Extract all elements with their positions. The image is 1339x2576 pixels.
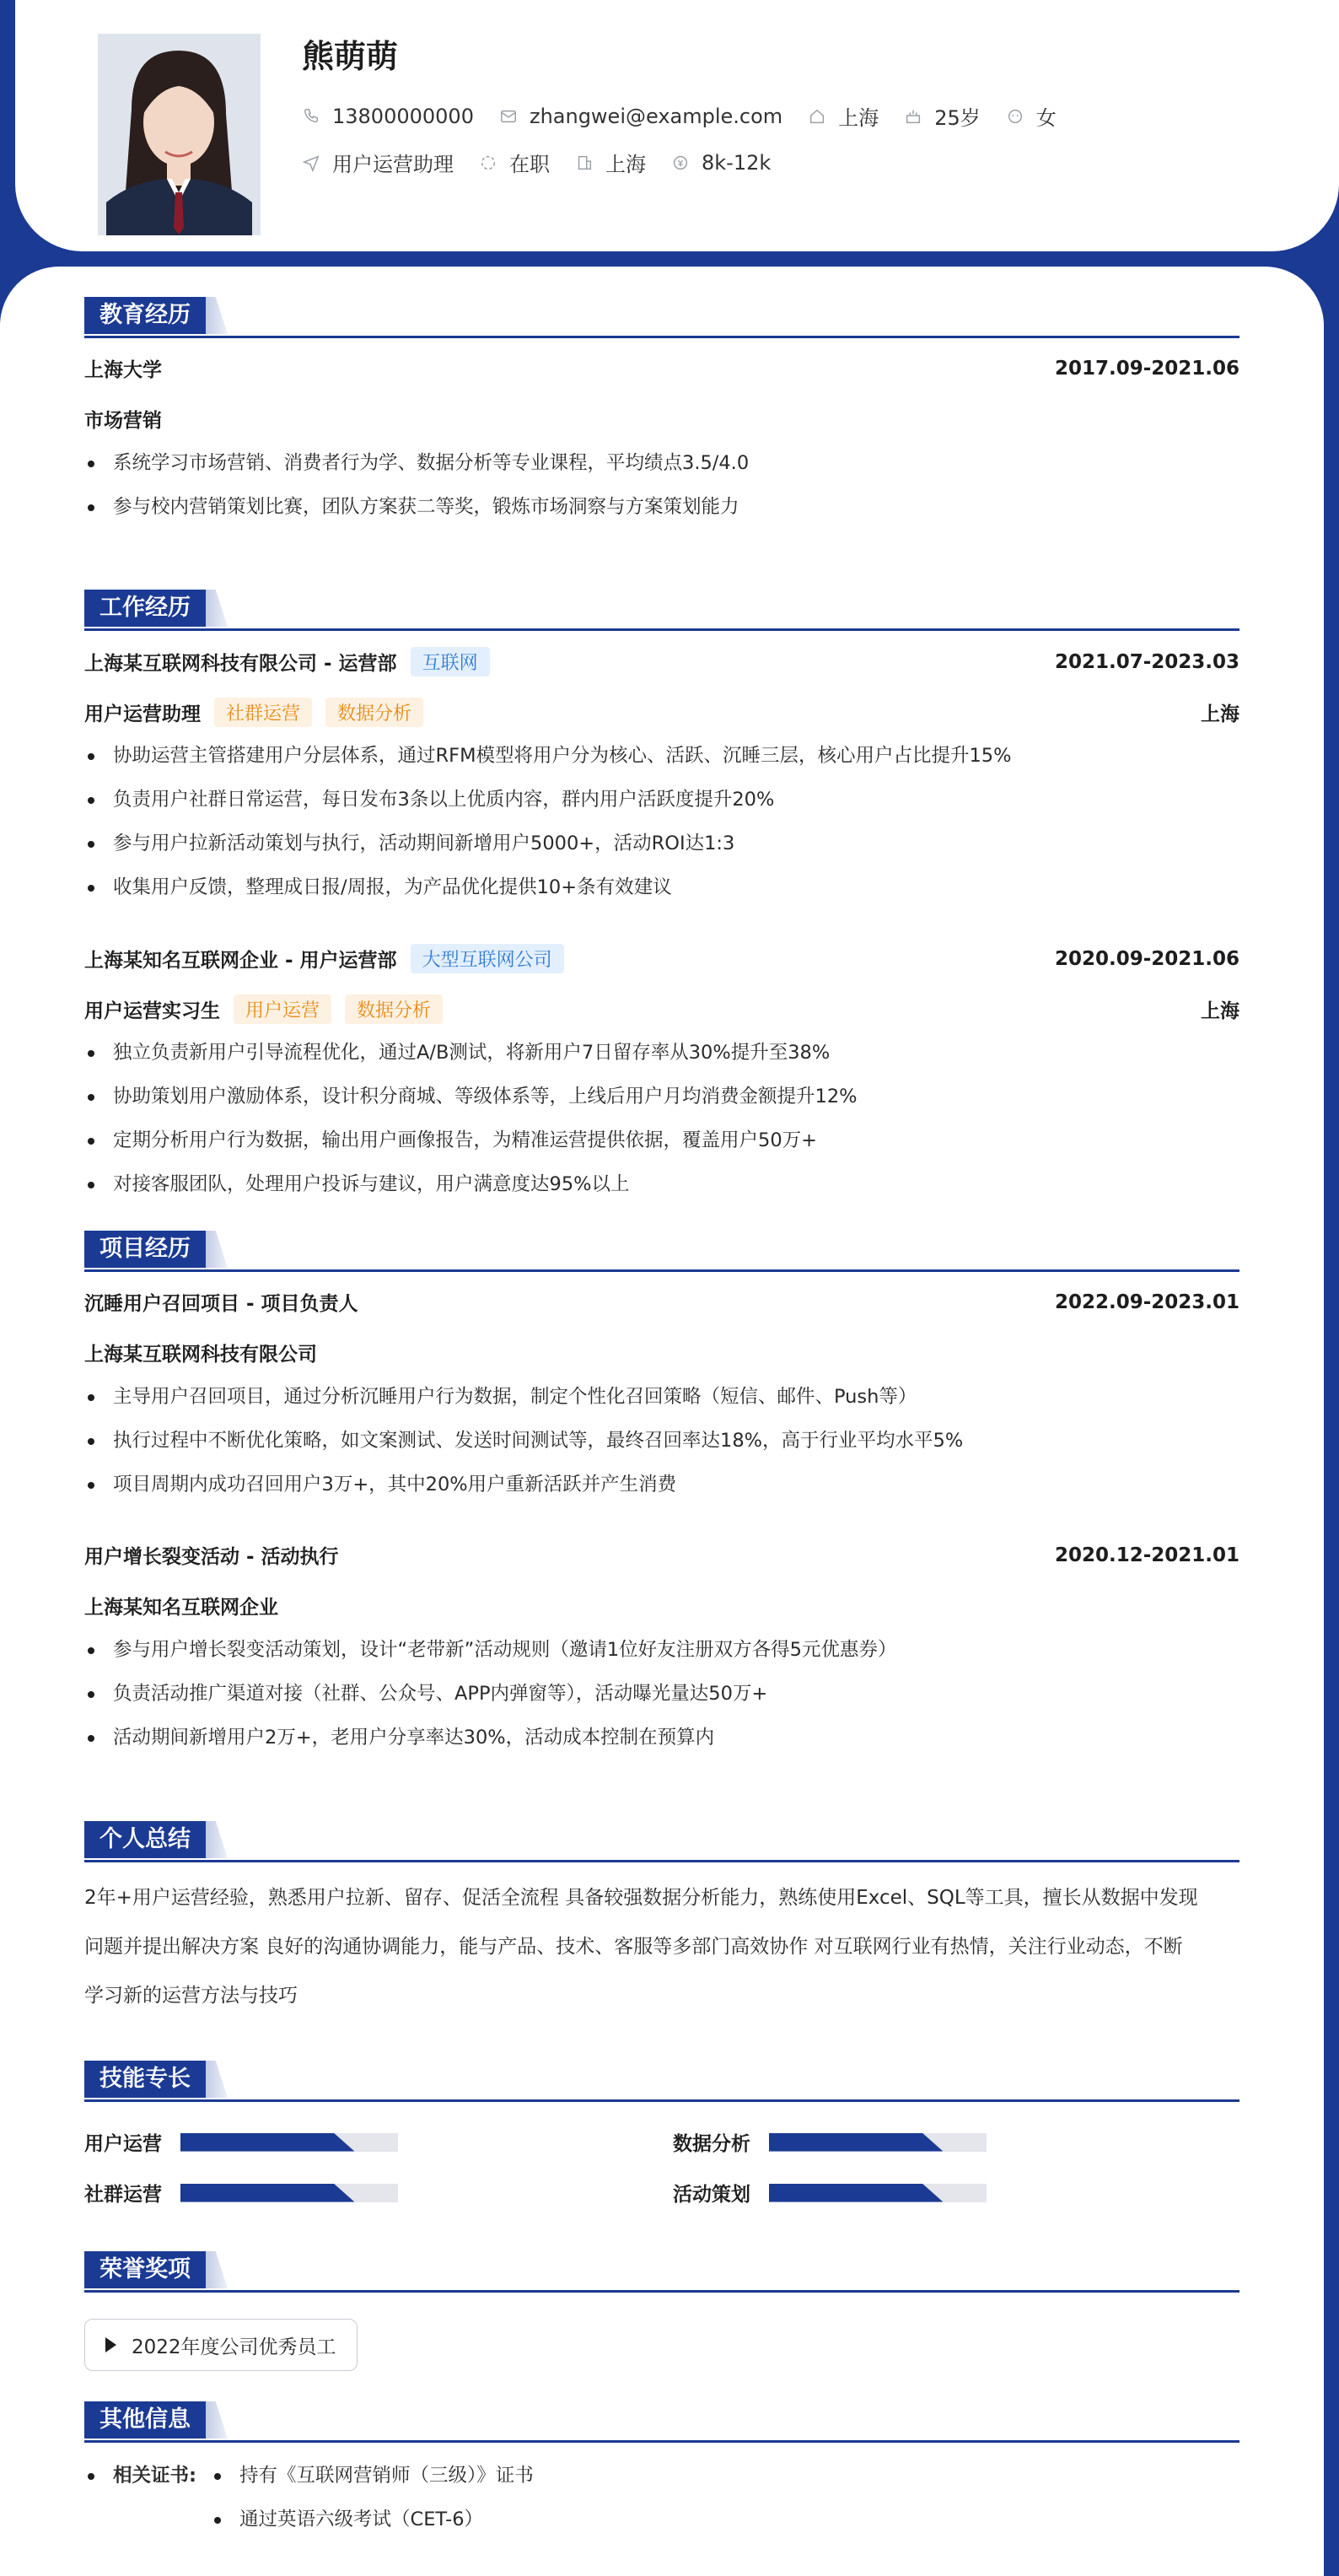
list-item: 主导用户召回项目，通过分析沉睡用户行为数据，制定个性化召回策略（短信、邮件、Push等）: [84, 1375, 963, 1419]
profile-header: [15, 0, 1339, 251]
company-name: 上海某互联网科技有限公司 - 运营部: [84, 653, 397, 675]
major-row: [84, 405, 1240, 433]
job-city: 上海: [1201, 703, 1240, 725]
skill-bar-fill: [180, 2184, 354, 2202]
skill-name: 数据分析: [673, 2133, 750, 2155]
list-item: 参与用户增长裂变活动策划，设计“老带新”活动规则（邀请1位好友注册双方各得5元优惠券）: [84, 1628, 896, 1672]
email-item: [499, 105, 782, 128]
list-item: 协助策划用户激励体系，设计积分商城、等级体系等，上线后用户月均消费金额提升12%: [84, 1075, 858, 1118]
contact-row: [302, 101, 1082, 131]
job-role: 用户运营实习生: [84, 1000, 220, 1022]
project-title: 沉睡用户召回项目 - 项目负责人: [84, 1293, 358, 1315]
salary-item: [671, 151, 771, 175]
summary-text: [84, 1873, 1240, 2020]
skill-bar-fill: [180, 2133, 354, 2152]
cert-label: 相关证书:: [84, 2454, 196, 2498]
skill-bar: [180, 2133, 398, 2152]
job-bullets: [84, 734, 1012, 909]
status-text: 在职: [509, 153, 550, 176]
age-text: 25岁: [934, 106, 981, 130]
building-icon: [575, 154, 594, 172]
education-section: [84, 297, 1240, 518]
project-header: [84, 1541, 1240, 1569]
list-item: 对接客服团队，处理用户投诉与建议，用户满意度达95%以上: [84, 1162, 858, 1206]
section-title: 其他信息: [84, 2401, 206, 2439]
candidate-name: 熊萌萌: [302, 38, 399, 75]
job-date: 2020.09-2021.06: [1054, 947, 1240, 970]
list-item: 通过英语六级考试（CET-6）: [211, 2498, 534, 2541]
loading-icon: [479, 154, 497, 172]
summary-line: 问题并提出解决方案 良好的沟通协调能力，能与产品、技术、客服等多部门高效协作 对互联网行业有热情，关注行业动态，不断: [84, 1936, 1183, 1958]
section-header: [84, 297, 1240, 338]
list-item: 系统学习市场营销、消费者行为学、数据分析等专业课程，平均绩点3.5/4.0: [84, 441, 749, 485]
skill-bar: [769, 2133, 987, 2152]
skill-bar: [180, 2184, 398, 2202]
skill-tag: 用户运营: [234, 994, 331, 1024]
job-header: [84, 647, 1240, 676]
home-icon: [808, 107, 826, 126]
skill-bar: [769, 2184, 987, 2202]
projects-section: [84, 1231, 1240, 1749]
school-name: 上海大学: [84, 359, 162, 381]
project-org-row: [84, 1339, 1240, 1366]
skill-item: [84, 2179, 398, 2207]
section-decoration: [206, 2251, 228, 2288]
list-item: 执行过程中不断优化策略，如文案测试、发送时间测试等，最终召回率达18%，高于行业平均水平5%: [84, 1419, 963, 1463]
list-item: 协助运营主管搭建用户分层体系，通过RFM模型将用户分为核心、活跃、沉睡三层，核心用户占比提升15%: [84, 734, 1012, 778]
project-date: 2022.09-2023.01: [1054, 1291, 1240, 1313]
phone-icon: [302, 107, 320, 126]
status-item: [479, 148, 550, 177]
list-item: 活动期间新增用户2万+，老用户分享率达30%，活动成本控制在预算内: [84, 1716, 896, 1760]
skill-name: 社群运营: [84, 2184, 162, 2206]
age-item: [904, 101, 981, 131]
section-decoration: [206, 2061, 228, 2098]
section-header: [84, 590, 1240, 631]
job-header: [84, 944, 1240, 973]
industry-tag: 互联网: [411, 647, 490, 676]
section-header: [84, 2401, 1240, 2443]
summary-section: [84, 1821, 1240, 2007]
job-role-row: [84, 698, 1240, 727]
play-icon: [105, 2337, 116, 2352]
summary-line: 学习新的运营方法与技巧: [84, 1985, 298, 2007]
list-item: 独立负责新用户引导流程优化，通过A/B测试，将新用户7日留存率从30%提升至38%: [84, 1031, 858, 1075]
role-item: [302, 148, 454, 177]
section-title: 教育经历: [84, 297, 206, 334]
company-name: 上海某知名互联网企业 - 用户运营部: [84, 950, 397, 972]
gender-text: 女: [1035, 106, 1057, 130]
skill-name: 用户运营: [84, 2133, 162, 2155]
project-title: 用户增长裂变活动 - 活动执行: [84, 1546, 339, 1568]
resume-body: [0, 267, 1324, 2576]
skill-name: 活动策划: [673, 2184, 750, 2206]
face-icon: [1006, 107, 1024, 126]
city-text: 上海: [605, 153, 646, 176]
section-decoration: [206, 590, 228, 627]
job-role: 用户运营助理: [84, 703, 201, 725]
section-header: [84, 2061, 1240, 2102]
project-org: 上海某知名互联网企业: [84, 1597, 278, 1619]
project-org-row: [84, 1592, 1240, 1619]
skill-item: [84, 2128, 398, 2156]
section-title: 荣誉奖项: [84, 2251, 206, 2288]
project-org: 上海某互联网科技有限公司: [84, 1344, 317, 1366]
role-text: 用户运营助理: [332, 153, 454, 176]
award-text: 2022年度公司优秀员工: [132, 2336, 336, 2358]
list-item: 负责活动推广渠道对接（社群、公众号、APP内弹窗等），活动曝光量达50万+: [84, 1672, 896, 1716]
list-item: 持有《互联网营销师（三级）》证书: [211, 2454, 534, 2498]
section-header: [84, 2251, 1240, 2293]
section-title: 项目经历: [84, 1231, 206, 1268]
skill-tag: 数据分析: [325, 698, 423, 727]
section-decoration: [206, 1231, 228, 1268]
skill-tag: 数据分析: [345, 994, 443, 1024]
project-header: [84, 1288, 1240, 1316]
email-text: zhangwei@example.com: [529, 104, 783, 128]
section-header: [84, 1231, 1240, 1272]
awards-section: [84, 2251, 1240, 2358]
project-date: 2020.12-2021.01: [1054, 1544, 1240, 1566]
job-date: 2021.07-2023.03: [1054, 650, 1240, 673]
coin-icon: [671, 154, 690, 172]
project-bullets: [84, 1628, 896, 1760]
skill-bar-fill: [769, 2184, 943, 2202]
other-section: [84, 2401, 1240, 2530]
section-decoration: [206, 1821, 228, 1858]
phone-item: [302, 105, 474, 128]
mail-icon: [499, 107, 518, 126]
skills-section: [84, 2061, 1240, 2206]
education-bullets: [84, 441, 749, 529]
job-role-row: [84, 994, 1240, 1024]
major-name: 市场营销: [84, 410, 162, 432]
salary-text: 8k-12k: [702, 150, 772, 175]
section-header: [84, 1821, 1240, 1862]
skill-item: [673, 2128, 987, 2156]
location-text: 上海: [838, 106, 879, 130]
cake-icon: [904, 107, 922, 126]
skill-item: [673, 2179, 987, 2207]
location-item: [808, 101, 879, 131]
certs-values: [211, 2454, 534, 2541]
list-item: 参与校内营销策划比赛，团队方案获二等奖，锻炼市场洞察与方案策划能力: [84, 485, 749, 529]
summary-line: 2年+用户运营经验，熟悉用户拉新、留存、促活全流程 具备较强数据分析能力，熟练使用Excel、SQL等工具，擅长从数据中发现: [84, 1887, 1198, 1909]
list-item: 项目周期内成功召回用户3万+，其中20%用户重新活跃并产生消费: [84, 1463, 963, 1506]
section-title: 工作经历: [84, 590, 206, 627]
list-item: 收集用户反馈，整理成日报/周报，为产品优化提供10+条有效建议: [84, 865, 1012, 909]
job-bullets: [84, 1031, 858, 1206]
job-city: 上海: [1201, 1000, 1240, 1022]
list-item: 参与用户拉新活动策划与执行，活动期间新增用户5000+，活动ROI达1:3: [84, 822, 1012, 865]
industry-tag: 大型互联网公司: [411, 944, 564, 973]
education-header: [84, 354, 1240, 382]
section-title: 技能专长: [84, 2061, 206, 2098]
section-decoration: [206, 2401, 228, 2439]
phone-text: 13800000000: [332, 104, 474, 128]
city-item: [575, 148, 646, 177]
list-item: 定期分析用户行为数据，输出用户画像报告，为精准运营提供依据，覆盖用户50万+: [84, 1118, 858, 1162]
section-decoration: [206, 297, 228, 334]
project-bullets: [84, 1375, 963, 1506]
skill-bar-fill: [769, 2133, 943, 2152]
intent-row: [302, 148, 796, 177]
avatar-photo: [98, 34, 261, 235]
list-item: 负责用户社群日常运营，每日发布3条以上优质内容，群内用户活跃度提升20%: [84, 778, 1012, 822]
section-title: 个人总结: [84, 1821, 206, 1858]
education-date: 2017.09-2021.06: [1054, 357, 1240, 380]
gender-item: [1006, 101, 1057, 131]
award-item[interactable]: [84, 2319, 358, 2371]
work-section: [84, 590, 1240, 1195]
skill-tag: 社群运营: [214, 698, 312, 727]
certs-list: [84, 2454, 196, 2498]
send-icon: [302, 154, 320, 172]
